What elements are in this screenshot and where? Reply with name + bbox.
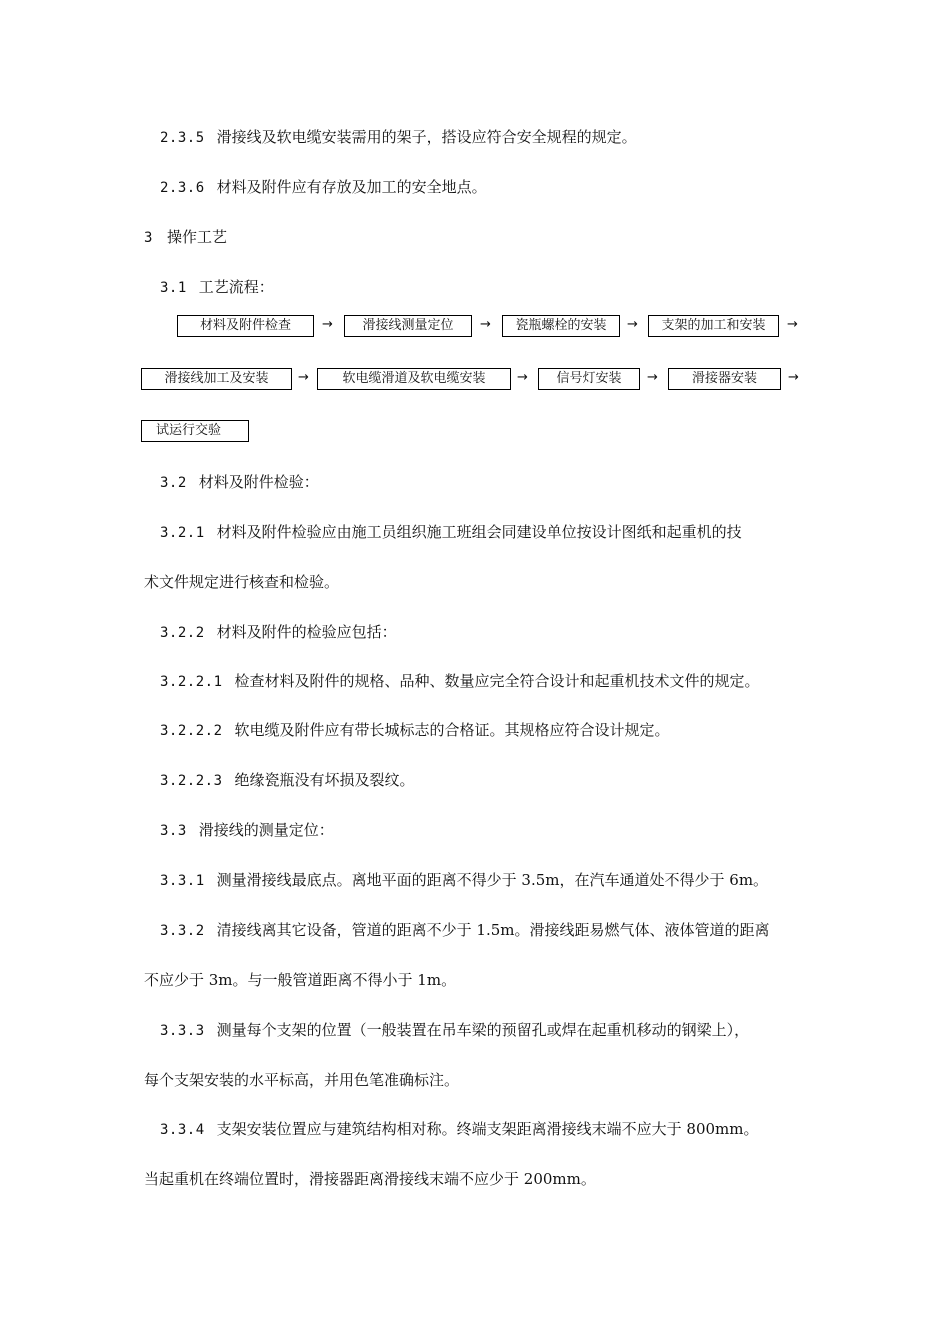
- clause-3-3-2: [160, 920, 770, 941]
- clause-number: 3.2.2.1: [160, 674, 223, 690]
- flow-step: 支架的加工和安装: [648, 315, 779, 337]
- clause-text: 滑接线的测量定位：: [198, 821, 334, 839]
- clause-number: 3.1: [160, 280, 187, 296]
- clause-3-2-1-cont: [144, 572, 339, 592]
- clause-number: 3.3.4: [160, 1122, 205, 1138]
- clause-3-2-2-1: [160, 671, 760, 692]
- clause-text: 检查材料及附件的规格、品种、数量应完全符合设计和起重机技术文件的规定。: [234, 672, 760, 690]
- flow-step: 材料及附件检查: [177, 315, 314, 337]
- clause-text: 不应少于 3m。与一般管道距离不得小于 1m。: [144, 971, 457, 989]
- clause-3-3-4: [160, 1119, 759, 1140]
- flow-arrow: →: [322, 317, 333, 332]
- clause-3-3-3: [160, 1020, 749, 1041]
- clause-text: 清接线离其它设备，管道的距离不少于 1.5m。滑接线距易燃气体、液体管道的距离: [216, 921, 770, 939]
- flow-step: 信号灯安装: [538, 368, 640, 390]
- flow-arrow: →: [787, 317, 798, 332]
- clause-text: 绝缘瓷瓶没有坏损及裂纹。: [234, 771, 415, 789]
- flow-arrow: →: [517, 370, 528, 385]
- clause-text: 材料及附件检验：: [198, 473, 319, 491]
- clause-3-2-2-2: [160, 720, 670, 741]
- flow-step: 瓷瓶螺栓的安装: [502, 315, 620, 337]
- flow-step: 试运行交验: [141, 420, 249, 442]
- clause-text: 每个支架安装的水平标高，并用色笔准确标注。: [144, 1071, 460, 1089]
- clause-2-3-5: [160, 127, 637, 148]
- flow-step: 滑接线加工及安装: [141, 368, 292, 390]
- clause-text: 滑接线及软电缆安装需用的架子，搭设应符合安全规程的规定。: [216, 128, 637, 146]
- clause-3-2-1: [160, 522, 742, 543]
- clause-text: 术文件规定进行核查和检验。: [144, 573, 340, 591]
- clause-text: 材料及附件检验应由施工员组织施工班组会同建设单位按设计图纸和起重机的技: [216, 523, 742, 541]
- flow-arrow: →: [647, 370, 658, 385]
- clause-number: 3.2.2.2: [160, 723, 223, 739]
- clause-number: 3.3: [160, 823, 187, 839]
- flow-arrow: →: [788, 370, 799, 385]
- clause-number: 3.3.2: [160, 923, 205, 939]
- clause-text: 材料及附件应有存放及加工的安全地点。: [216, 178, 487, 196]
- section-title: 操作工艺: [166, 228, 227, 246]
- flow-arrow: →: [298, 370, 309, 385]
- clause-text: 工艺流程：: [198, 278, 274, 296]
- clause-3-1: [160, 277, 274, 298]
- clause-text: 支架安装位置应与建筑结构相对称。终端支架距离滑接线末端不应大于 800mm。: [216, 1120, 759, 1138]
- clause-3-3-4-cont: [144, 1169, 596, 1189]
- clause-number: 2.3.5: [160, 130, 205, 146]
- clause-3-3-3-cont: [144, 1070, 459, 1090]
- clause-3-3: [160, 820, 334, 841]
- clause-3-3-2-cont: [144, 970, 456, 990]
- clause-number: 3.3.1: [160, 873, 205, 889]
- clause-3-2-2-3: [160, 770, 415, 791]
- clause-2-3-6: [160, 177, 487, 198]
- flow-step: 滑接线测量定位: [344, 315, 472, 337]
- clause-text: 材料及附件的检验应包括：: [216, 623, 397, 641]
- flow-step: 滑接器安装: [668, 368, 781, 390]
- flow-arrow: →: [480, 317, 491, 332]
- clause-text: 软电缆及附件应有带长城标志的合格证。其规格应符合设计规定。: [234, 721, 670, 739]
- clause-number: 3.3.3: [160, 1023, 205, 1039]
- clause-number: 3.2.2.3: [160, 773, 223, 789]
- clause-number: 2.3.6: [160, 180, 205, 196]
- clause-3-2: [160, 472, 319, 493]
- clause-text: 测量每个支架的位置（一般装置在吊车梁的预留孔或焊在起重机移动的钢梁上），: [216, 1021, 750, 1039]
- clause-3-3-1: [160, 870, 768, 891]
- clause-number: 3.2.2: [160, 625, 205, 641]
- section-heading-3: [144, 227, 227, 248]
- flow-arrow: →: [627, 317, 638, 332]
- flow-step: 软电缆滑道及软电缆安装: [317, 368, 511, 390]
- clause-number: 3.2.1: [160, 525, 205, 541]
- clause-3-2-2: [160, 622, 397, 643]
- clause-text: 测量滑接线最底点。离地平面的距离不得少于 3.5m，在汽车通道处不得少于 6m。: [216, 871, 769, 889]
- clause-text: 当起重机在终端位置时，滑接器距离滑接线末端不应少于 200mm。: [144, 1170, 596, 1188]
- section-number: 3: [144, 230, 153, 246]
- clause-number: 3.2: [160, 475, 187, 491]
